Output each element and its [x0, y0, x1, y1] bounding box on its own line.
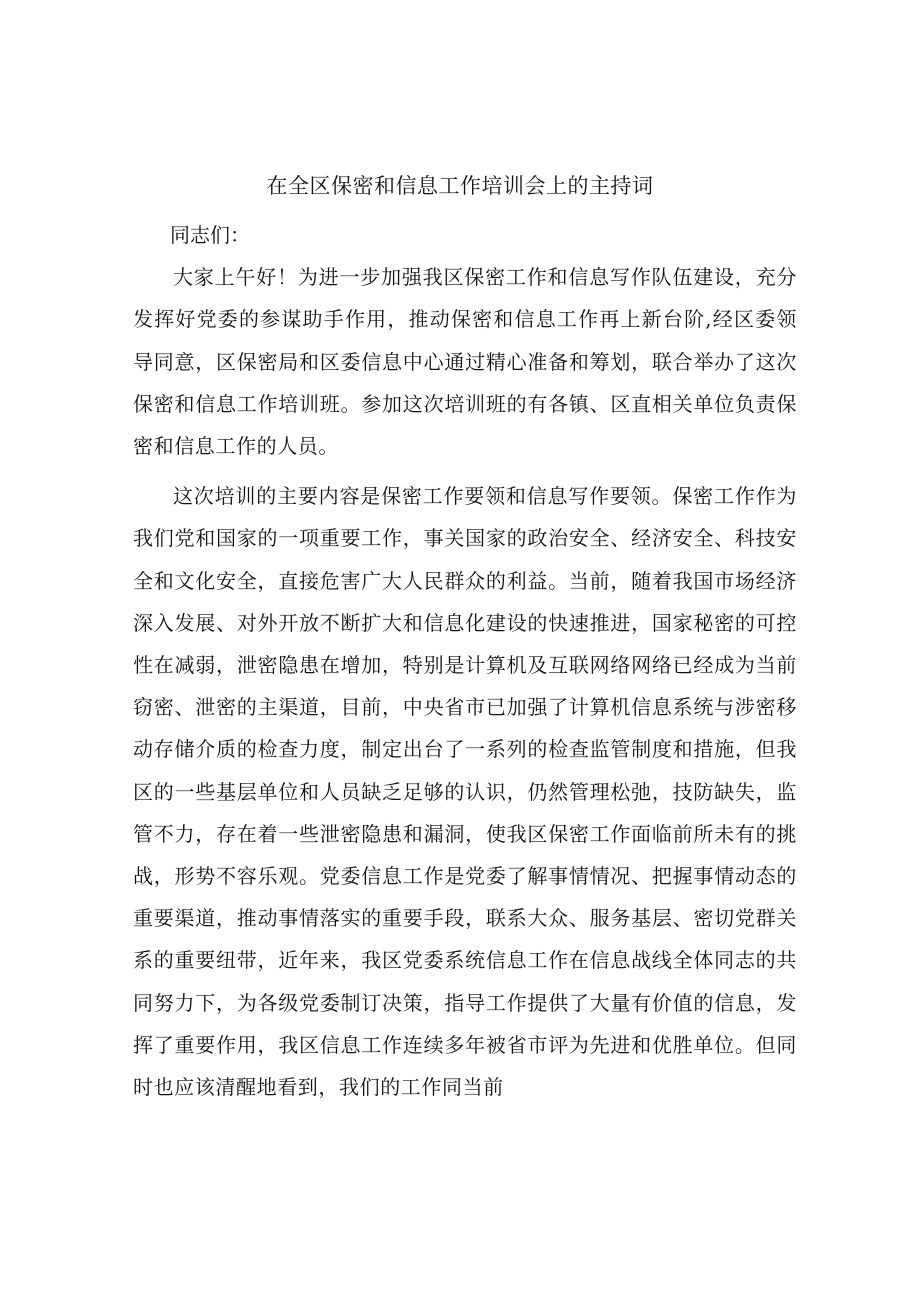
paragraph-2: 这次培训的主要内容是保密工作要领和信息写作要领。保密工作作为我们党和国家的一项重要工作，事关国家的政治安全、经济安全、科技安全和文化安全，直接危害广大人民群众的利益。当前，随着我国市场经济深入发展、对外开放不断扩大和信息化建设的快速推进，国家秘密的可控性在减弱，泄密隐患在增加，特别是计算机及互联网络网络已经成为当前窃密、泄密的主渠道，目前，中央省市已加强了计算机信息系统与涉密移动存储介质的检查力度，制定出台了一系列的检查监管制度和措施，但我区的一些基层单位和人员缺乏足够的认识，仍然管理松弛，技防缺失，监管不力，存在着一些泄密隐患和漏洞，使我区保密工作面临前所未有的挑战，形势不容乐观。党委信息工作是党委了解事情情况、把握事情动态的重要渠道，推动事情落实的重要手段，联系大众、服务基层、密切党群关系的重要纽带，近年来，我区党委系统信息工作在信息战线全体同志的共同努力下，为各级党委制订决策，指导工作提供了大量有价值的信息，发挥了重要作用，我区信息工作连续多年被省市评为先进和优胜单位。但同时也应该清醒地看到，我们的工作同当前 — [133, 484, 797, 1100]
paragraph-1: 大家上午好！为进一步加强我区保密工作和信息写作队伍建设，充分发挥好党委的参谋助手作用，推动保密和信息工作再上新台阶,经区委领导同意，区保密局和区委信息中心通过精心准备和筹划，联合举办了这次保密和信息工作培训班。参加这次培训班的有各镇、区直相关单位负责保密和信息工作的人员。 — [133, 265, 797, 458]
salutation: 同志们： — [170, 223, 250, 247]
document-title: 在全区保密和信息工作培训会上的主持词 — [266, 174, 654, 198]
document-body — [133, 214, 797, 1108]
